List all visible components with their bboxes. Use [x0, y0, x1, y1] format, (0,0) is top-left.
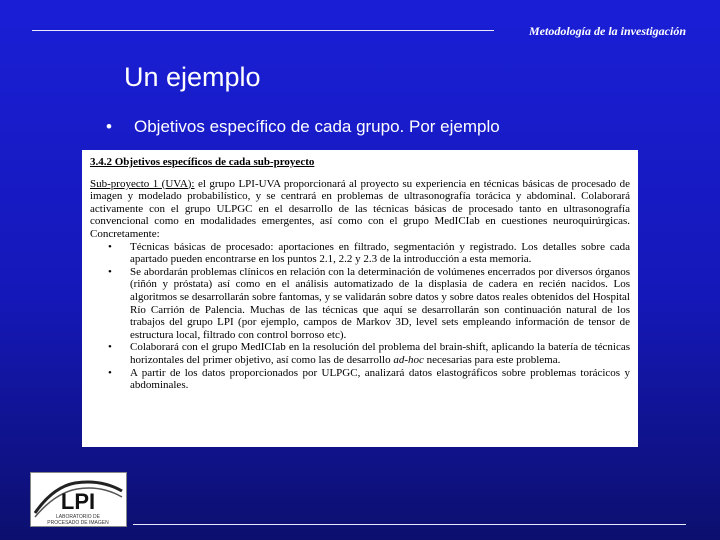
list-item: [130, 341, 630, 366]
slide-bullet: [106, 117, 500, 137]
lpi-logo-graphic: [31, 473, 126, 526]
document-excerpt: [82, 150, 638, 447]
lpi-logo: [30, 472, 127, 527]
list-item-italic: ad-hoc: [393, 353, 424, 366]
list-item-text: Colaborará con el grupo MedICIab en la resolución del problema del brain-shift, aplicando la batería de técnicas horizontales del primer objetivo, así como las de desarrollo: [130, 341, 630, 366]
intro-text: el grupo LPI-UVA proporcionará al proyecto su experiencia en técnicas básicas de procesado de imagen y modelado probabilístico, y se centrará en problemas de ultrasonografía torácica y abdominal. Colaborará activamente con el grupo ULPGC en el desarrollo de las técnicas básicas de procesado tanto en ultrasonografía convencional como en modalidades emergentes, así como con el grupo MedICIab en cuestiones neuroquirúrgicas. Concretamente:: [90, 177, 630, 240]
list-item-tail: necesarias para este problema.: [423, 353, 561, 366]
list-item: • Se abordarán problemas clínicos en relación con la determinación de volúmenes encerrados por diversos órganos (riñón y próstata) así como en el análisis automatizado de la displasia de cadera en recién nacidos. Los algoritmos se desarrollarán sobre fantomas, y se validarán sobre datos y sobre datos reales obtenidos del Hospital Río Carrión de Palencia. Muchas de las técnicas que aquí se desarrollarán son continuación natural de los trabajos del grupo LPI (por ejemplo, campos de Markov 3D, level sets empleando información de tensor de estructura local, filtrado con control borroso etc).: [130, 266, 630, 342]
logo-caption-1: LABORATORIO DE: [56, 514, 100, 520]
slide-title: Un ejemplo: [124, 62, 261, 92]
logo-caption-2: PROCESADO DE IMAGEN: [47, 520, 109, 526]
logo-text: LPI: [60, 489, 96, 514]
list-item: • A partir de los datos proporcionados por ULPGC, analizará datos elastográficos sobre problemas torácicos y abdominales.: [130, 367, 630, 392]
footer-rule: [133, 524, 686, 525]
bullet-icon: •: [106, 117, 112, 136]
header-rule: [32, 30, 494, 31]
document-heading: 3.4.2 Objetivos específicos de cada sub-proyecto: [90, 156, 315, 168]
list-item: • Técnicas básicas de procesado: aportaciones en filtrado, segmentación y registrado. Los detalles sobre cada apartado pueden encontrarse en los puntos 2.1, 2.2 y 2.3 de la introducción a esta memoria.: [130, 241, 630, 266]
document-intro: [90, 178, 630, 241]
header-tag: Metodología de la investigación: [529, 24, 686, 38]
intro-label: Sub-proyecto 1 (UVA):: [90, 177, 195, 190]
document-list: [90, 241, 630, 392]
slide-bullet-text: Objetivos específico de cada grupo. Por ejemplo: [134, 117, 500, 136]
